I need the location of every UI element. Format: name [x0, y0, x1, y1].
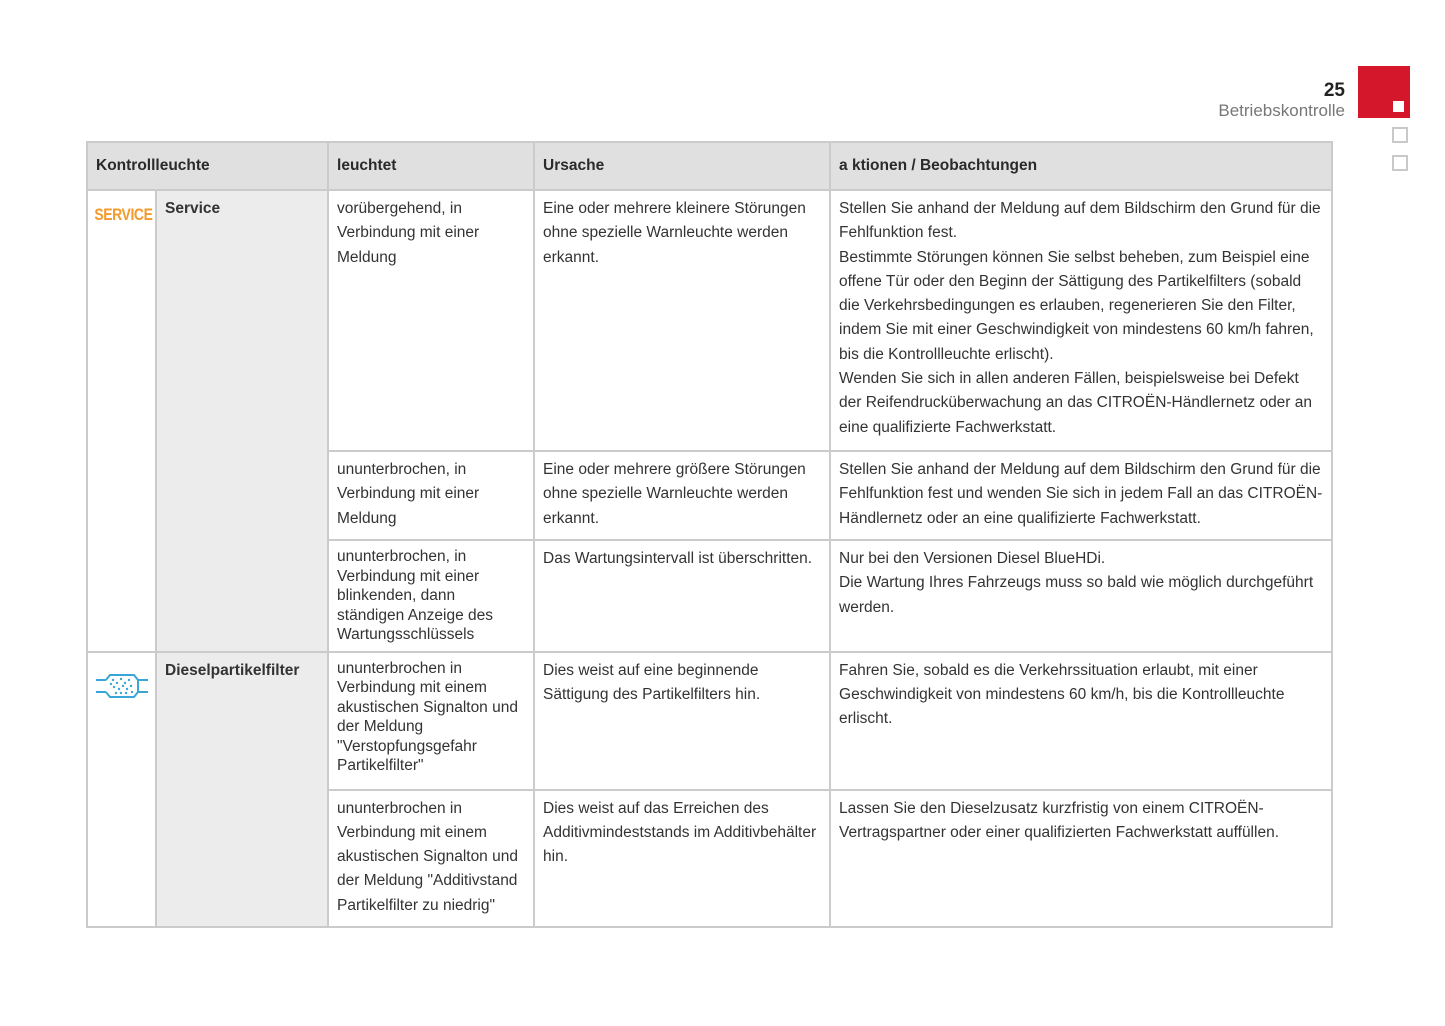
table-row [87, 652, 1332, 790]
aktion-text: Stellen Sie anhand der Meldung auf dem Bildschirm den Grund für die Fehlfunktion fest und wenden Sie sich in jedem Fall an das CITROËN-Händlernetz oder an eine qualifizierte Fachwerkstatt. [839, 461, 1323, 527]
leuchtet-text: vorübergehend, in Verbindung mit einer Meldung [337, 200, 480, 266]
table-cell [328, 652, 534, 790]
table-cell [534, 190, 830, 451]
leuchtet-text: ununterbrochen in Verbindung mit einem akustischen Signalton und der Meldung "Verstopfungsgefahr Partikelfilter" [337, 659, 518, 774]
aktion-text: Bestimmte Störungen können Sie selbst beheben, zum Beispiel eine offene Tür oder den Beginn der Sättigung des Partikelfilters (sobald die Verkehrsbedingungen es erlauben, regenerieren Sie den Filter, indem Sie mit einer Geschwindigkeit von mindestens 60 km/h fahren, bis die Kontrollleuchte erlischt). [839, 248, 1314, 363]
table-cell [328, 190, 534, 451]
table-cell [328, 790, 534, 927]
column-header: a ktionen / Beobachtungen [830, 142, 1332, 190]
lamp-icon-cell [87, 652, 156, 927]
column-header: Kontrollleuchte [87, 142, 328, 190]
lamp-icon-cell [87, 190, 156, 652]
column-header: Ursache [534, 142, 830, 190]
aktion-text: Lassen Sie den Dieselzusatz kurzfristig von einem CITROËN-Vertragspartner oder einer qualifizierten Fachwerkstatt auffüllen. [839, 799, 1279, 841]
table-cell [830, 540, 1332, 652]
chapter-tab-active[interactable] [1358, 66, 1410, 118]
ursache-text: Das Wartungsintervall ist überschritten. [543, 550, 813, 567]
table-cell [534, 540, 830, 652]
service-warning-icon: SERVICE [94, 205, 153, 224]
chapter-tab[interactable] [1392, 155, 1408, 171]
aktion-text: Stellen Sie anhand der Meldung auf dem Bildschirm den Grund für die Fehlfunktion fest. [839, 200, 1321, 242]
leuchtet-text: ununterbrochen, in Verbindung mit einer Meldung [337, 461, 480, 527]
table-header-row [87, 142, 1332, 190]
aktion-text: Nur bei den Versionen Diesel BlueHDi. [839, 550, 1106, 567]
lamp-name: Service [165, 200, 221, 217]
lamp-name-cell [156, 652, 328, 927]
table-cell [830, 652, 1332, 790]
ursache-text: Dies weist auf das Erreichen des Additivmindeststands im Additivbehälter hin. [543, 799, 817, 866]
leuchtet-text: ununterbrochen in Verbindung mit einem akustischen Signalton und der Meldung "Additivstand Partikelfilter zu niedrig" [337, 799, 518, 914]
particle-filter-icon [88, 671, 155, 709]
aktion-text: Fahren Sie, sobald es die Verkehrssituation erlaubt, mit einer Geschwindigkeit von mindestens 60 km/h, bis die Kontrollleuchte erlischt. [839, 661, 1285, 728]
tab-marker-icon [1393, 101, 1404, 112]
table-cell [830, 451, 1332, 540]
lamp-name-cell [156, 190, 328, 652]
ursache-text: Dies weist auf eine beginnende Sättigung des Partikelfilters hin. [543, 661, 761, 703]
page-number: 25 [1323, 80, 1345, 101]
table-cell [830, 790, 1332, 927]
lamp-name: Dieselpartikelfilter [165, 661, 300, 679]
chapter-tab[interactable] [1392, 127, 1408, 143]
table-cell [328, 540, 534, 652]
table-cell [328, 451, 534, 540]
ursache-text: Eine oder mehrere kleinere Störungen ohne spezielle Warnleuchte werden erkannt. [543, 200, 806, 266]
column-header: leuchtet [328, 142, 534, 190]
table-cell [534, 790, 830, 927]
section-title: Betriebskontrolle [1218, 101, 1345, 120]
aktion-text: Die Wartung Ihres Fahrzeugs muss so bald wie möglich durchgeführt werden. [839, 574, 1314, 616]
warning-lamp-table [86, 141, 1333, 928]
table-cell [830, 190, 1332, 451]
leuchtet-text: ununterbrochen, in Verbindung mit einer blinkenden, dann ständigen Anzeige des Wartungsschlüssels [337, 548, 493, 643]
table-cell [534, 652, 830, 790]
table-row [87, 190, 1332, 451]
ursache-text: Eine oder mehrere größere Störungen ohne spezielle Warnleuchte werden erkannt. [543, 461, 806, 527]
table-cell [534, 451, 830, 540]
aktion-text: Wenden Sie sich in allen anderen Fällen, beispielsweise bei Defekt der Reifendrucküberwachung an das CITROËN-Händlernetz oder an eine qualifizierte Fachwerkstatt. [839, 370, 1313, 436]
